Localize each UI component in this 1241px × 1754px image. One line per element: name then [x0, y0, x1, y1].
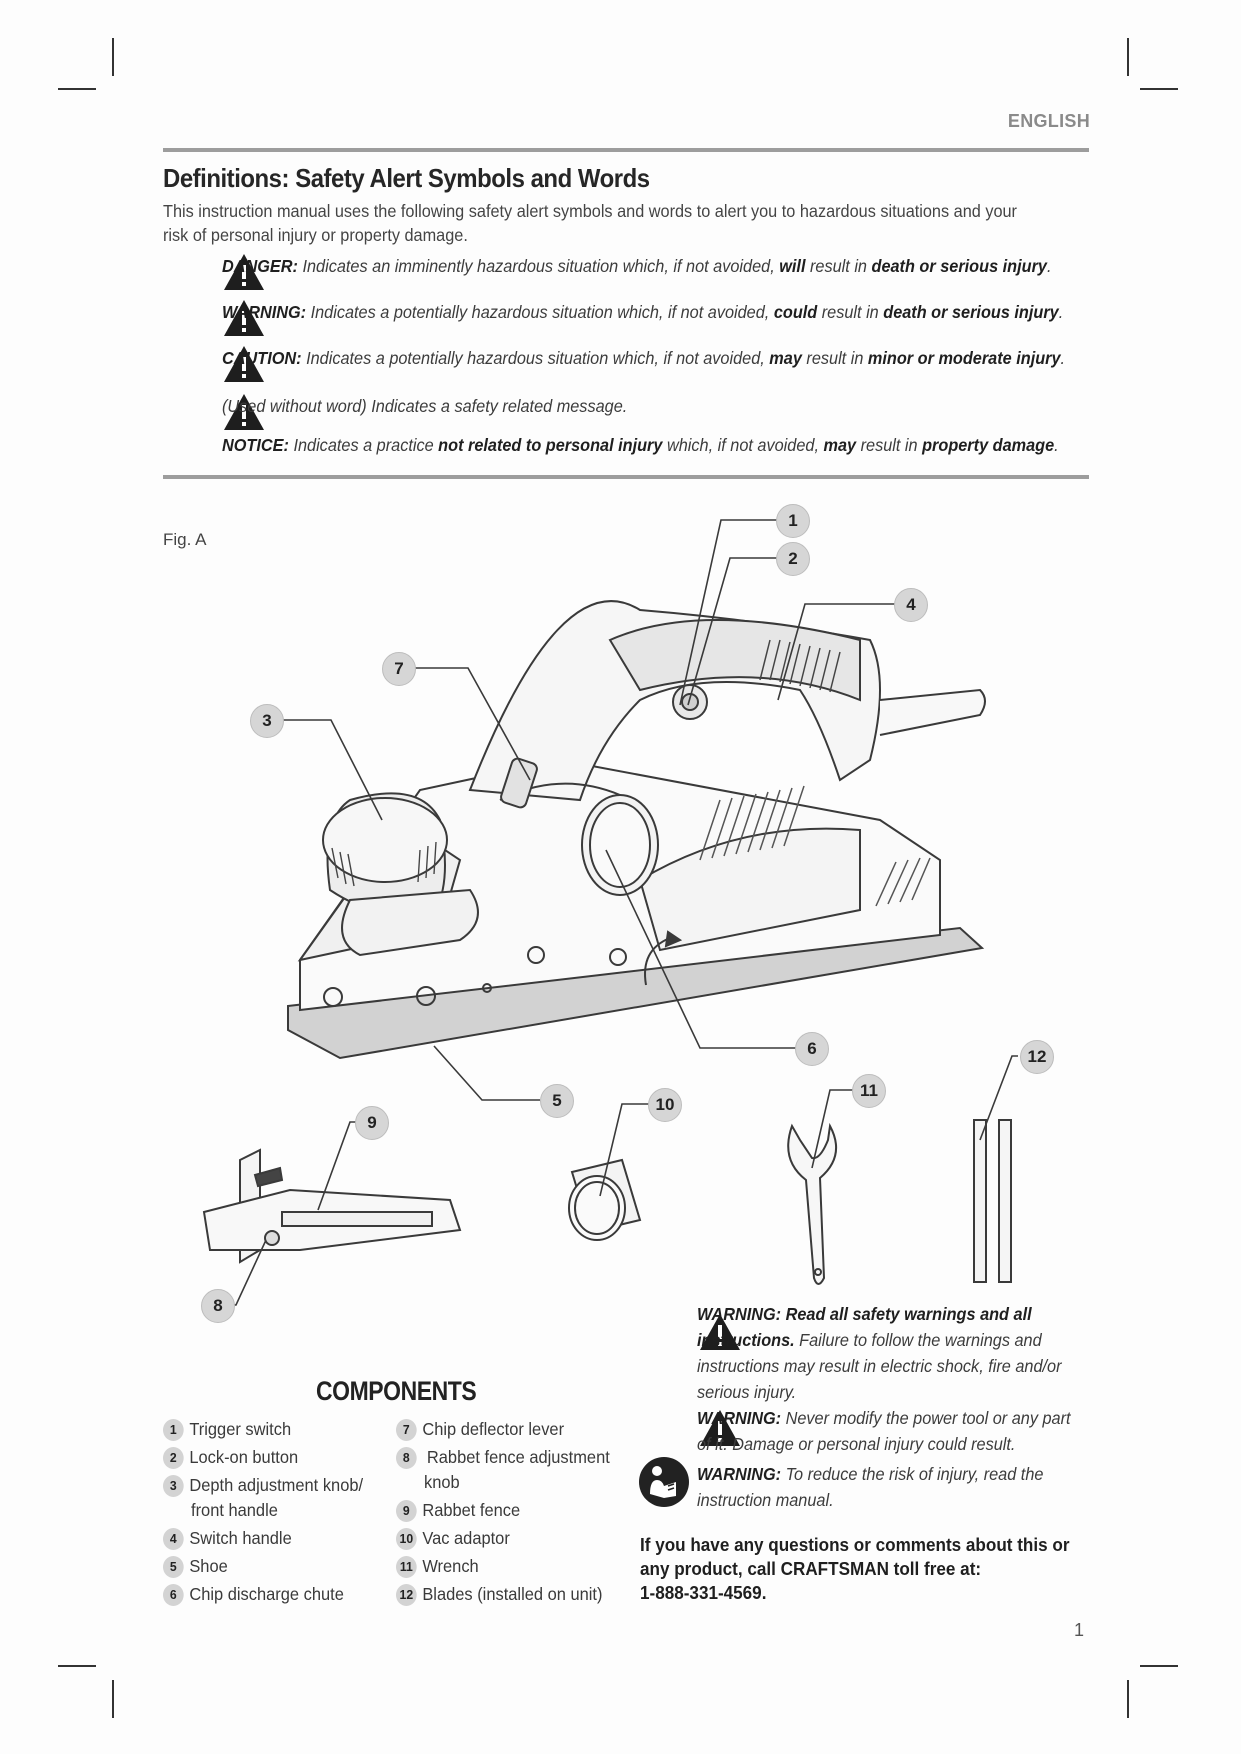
intro-paragraph: This instruction manual uses the following safety alert symbols and words to alert you to hazardous situations and your risk of personal injury or property damage. — [163, 201, 1017, 245]
definition-text: . — [1058, 302, 1064, 322]
component-label: Wrench — [422, 1556, 479, 1576]
figure-label: Fig. A — [163, 530, 207, 549]
component-item — [163, 1444, 298, 1470]
blades — [974, 1120, 1011, 1282]
warning-read-instructions — [697, 1301, 1088, 1405]
component-number: 3 — [163, 1475, 184, 1497]
definition-strong: property damage — [922, 435, 1055, 455]
contact-line: any product, call CRAFTSMAN toll free at: — [640, 1559, 982, 1579]
component-label: Shoe — [189, 1556, 228, 1576]
component-label: Switch handle — [189, 1528, 292, 1548]
component-label: Chip discharge chute — [189, 1584, 344, 1604]
callout-10: 10 — [648, 1088, 682, 1122]
component-number: 1 — [163, 1419, 184, 1441]
definition-strong: will — [779, 256, 806, 276]
definition-text: result in — [817, 302, 884, 322]
read-manual-icon — [638, 1456, 690, 1508]
component-item-continued — [424, 1469, 460, 1495]
warning-no-modify — [697, 1405, 1088, 1457]
callout-8: 8 — [201, 1289, 235, 1323]
component-item — [163, 1581, 344, 1607]
callout-5: 5 — [540, 1084, 574, 1118]
callout-11: 11 — [852, 1074, 886, 1108]
component-item — [163, 1553, 228, 1579]
notice-word: NOTICE: — [222, 435, 289, 455]
callout-1: 1 — [776, 504, 810, 538]
wrench — [788, 1126, 836, 1284]
definition-text: . — [1060, 348, 1066, 368]
warning-text: Failure to follow the warnings and instructions may result in electric shock, fire and/or serious injury. — [697, 1330, 1062, 1402]
definition-strong: not related to personal injury — [438, 435, 663, 455]
component-label: Blades (installed on unit) — [422, 1584, 603, 1604]
contact-line: If you have any questions or comments about this or — [640, 1535, 1070, 1555]
warning-read-manual — [697, 1461, 1088, 1513]
language-label: ENGLISH — [1007, 111, 1090, 131]
component-number: 11 — [396, 1556, 417, 1578]
callout-6: 6 — [795, 1032, 829, 1066]
definition-text: result in — [801, 348, 868, 368]
component-label: Vac adaptor — [422, 1528, 510, 1548]
definition-text: which, if not avoided, — [662, 435, 824, 455]
component-number: 6 — [163, 1584, 184, 1606]
callout-7: 7 — [382, 652, 416, 686]
warning-strong: WARNING: — [697, 1408, 782, 1428]
definition-text: . — [1046, 256, 1052, 276]
definition-strong: minor or moderate injury — [867, 348, 1061, 368]
definition-text: Indicates an imminently hazardous situation which, if not avoided, — [297, 256, 780, 276]
warning-strong: WARNING: — [697, 1464, 782, 1484]
component-item — [396, 1525, 510, 1551]
definition-strong: may — [769, 348, 802, 368]
rabbet-fence — [204, 1150, 460, 1262]
component-number: 4 — [163, 1528, 184, 1550]
warning-text: To reduce the risk of injury, read the instruction manual. — [697, 1464, 1044, 1510]
component-item — [396, 1581, 602, 1607]
component-number: 7 — [396, 1419, 417, 1441]
danger-word: DANGER: — [222, 256, 298, 276]
component-item-continued — [191, 1497, 278, 1523]
component-label: knob — [424, 1472, 460, 1492]
definition-text: Indicates a potentially hazardous situation which, if not avoided, — [301, 348, 770, 368]
callout-12: 12 — [1020, 1040, 1054, 1074]
component-item — [163, 1525, 292, 1551]
component-label: front handle — [191, 1500, 278, 1520]
component-number: 5 — [163, 1556, 184, 1578]
component-label: Lock-on button — [189, 1447, 299, 1467]
component-item — [396, 1497, 520, 1523]
component-number: 8 — [396, 1447, 417, 1469]
page-number: 1 — [1074, 1620, 1085, 1640]
component-number: 10 — [396, 1528, 417, 1550]
component-label: Chip deflector lever — [422, 1419, 565, 1439]
component-item — [163, 1416, 291, 1442]
callout-9: 9 — [355, 1106, 389, 1140]
phone-number: 1-888-331-4569. — [640, 1583, 767, 1603]
definition-strong: death or serious injury — [883, 302, 1059, 322]
definition-text: result in — [856, 435, 923, 455]
component-item — [396, 1416, 564, 1442]
definition-text: . — [1054, 435, 1059, 455]
component-label: Rabbet fence — [422, 1500, 521, 1520]
component-number: 9 — [396, 1500, 417, 1522]
definition-text: Indicates a potentially hazardous situation which, if not avoided, — [306, 302, 774, 322]
definition-text: Indicates a practice — [288, 435, 439, 455]
component-label: Depth adjustment knob/ — [189, 1475, 364, 1495]
contact-info — [640, 1533, 1077, 1605]
component-item — [396, 1444, 610, 1470]
component-label: Rabbet fence adjustment — [422, 1447, 610, 1467]
caution-word: CAUTION: — [222, 348, 302, 368]
component-number: 12 — [396, 1584, 417, 1606]
component-number: 2 — [163, 1447, 184, 1469]
callout-3: 3 — [250, 704, 284, 738]
vac-adaptor — [569, 1160, 640, 1240]
component-item — [396, 1553, 479, 1579]
callout-4: 4 — [894, 588, 928, 622]
definition-strong: may — [823, 435, 857, 455]
warning-strong: WARNING: Read all safety warnings and all instructions. — [697, 1304, 1032, 1350]
definition-symbol-only: (Used without word) Indicates a safety related message. — [222, 396, 628, 416]
component-item — [163, 1472, 363, 1498]
definition-strong: could — [773, 302, 818, 322]
definition-text: result in — [805, 256, 872, 276]
definition-strong: death or serious injury — [871, 256, 1047, 276]
callout-2: 2 — [776, 542, 810, 576]
page-title: Definitions: Safety Alert Symbols and Words — [163, 163, 650, 193]
components-title: COMPONENTS — [316, 1376, 477, 1406]
warning-text: Never modify the power tool or any part of it. Damage or personal injury could result. — [697, 1408, 1071, 1454]
component-label: Trigger switch — [189, 1419, 292, 1439]
warning-word: WARNING: — [222, 302, 307, 322]
